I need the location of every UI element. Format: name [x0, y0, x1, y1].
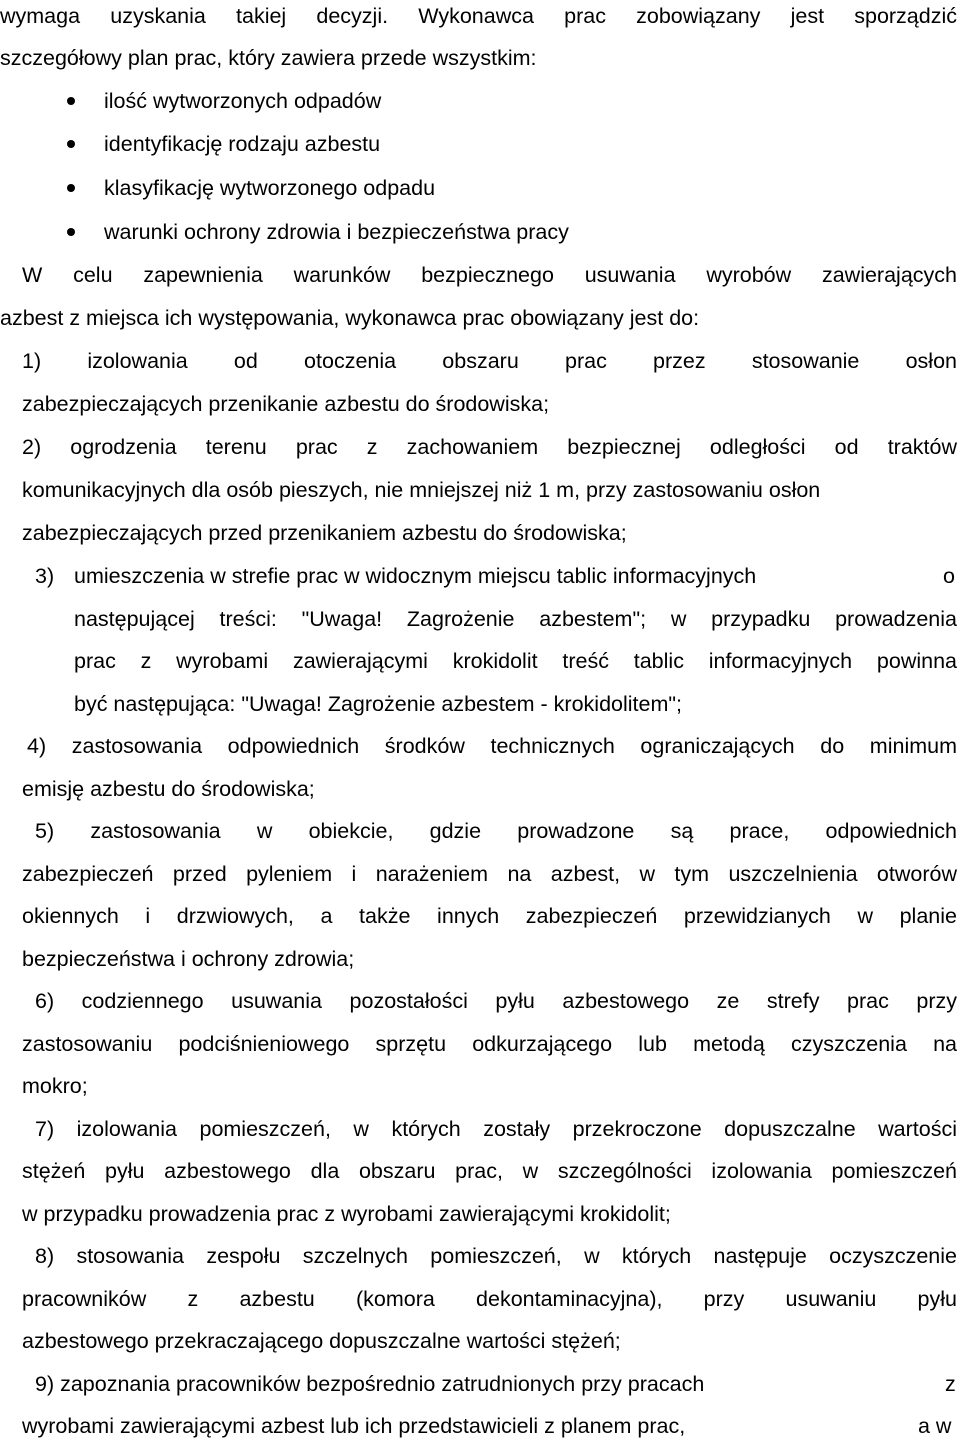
- obligation-line: być następująca: "Uwaga! Zagrożenie azbestem - krokidolitem";: [74, 692, 682, 716]
- plan-item: ilość wytworzonych odpadów: [104, 89, 382, 113]
- obligation-line: 6) codziennego usuwania pozostałości pyłu azbestowego ze strefy prac przy: [35, 989, 957, 1013]
- obligations-intro-line: W celu zapewnienia warunków bezpiecznego usuwania wyrobów zawierających: [22, 263, 957, 287]
- obligation-line: wyrobami zawierającymi azbest lub ich przedstawicieli z planem prac,: [22, 1414, 686, 1438]
- obligation-line: 4) zastosowania odpowiednich środków technicznych ograniczających do minimum: [27, 734, 957, 758]
- obligation-line: zabezpieczeń przed pyleniem i narażeniem na azbest, w tym uszczelnienia otworów: [22, 862, 957, 886]
- obligation-line: w przypadku prowadzenia prac z wyrobami zawierającymi krokidolit;: [22, 1202, 671, 1226]
- obligation-line: zastosowaniu podciśnieniowego sprzętu odkurzającego lub metodą czyszczenia na: [22, 1032, 957, 1056]
- plan-item: klasyfikację wytworzonego odpadu: [104, 176, 436, 200]
- bullet-icon: [67, 97, 75, 105]
- obligation-line: 2) ogrodzenia terenu prac z zachowaniem bezpiecznej odległości od traktów: [22, 435, 957, 459]
- plan-item: warunki ochrony zdrowia i bezpieczeństwa pracy: [104, 220, 569, 244]
- obligation-line: emisję azbestu do środowiska;: [22, 777, 315, 801]
- obligation-line: pracowników z azbestu (komora dekontaminacyjna), przy usuwaniu pyłu: [22, 1287, 957, 1311]
- plan-item: identyfikację rodzaju azbestu: [104, 132, 381, 156]
- obligation-line: zabezpieczających przed przenikaniem azbestu do środowiska;: [22, 521, 627, 545]
- obligation-line: stężeń pyłu azbestowego dla obszaru prac, w szczególności izolowania pomieszczeń: [22, 1159, 957, 1183]
- obligation-line: okiennych i drzwiowych, a także innych zabezpieczeń przewidzianych w planie: [22, 904, 957, 928]
- obligation-line: następującej treści: "Uwaga! Zagrożenie azbestem"; w przypadku prowadzenia: [74, 607, 957, 631]
- obligation-number: 3): [35, 564, 55, 588]
- obligation-line: umieszczenia w strefie prac w widocznym miejscu tablic informacyjnych: [74, 564, 757, 588]
- obligations-intro-line: azbest z miejsca ich występowania, wykonawca prac obowiązany jest do:: [0, 306, 700, 330]
- obligation-line: prac z wyrobami zawierającymi krokidolit treść tablic informacyjnych powinna: [74, 649, 957, 673]
- obligation-line: azbestowego przekraczającego dopuszczalne wartości stężeń;: [22, 1329, 621, 1353]
- obligation-line: zabezpieczających przenikanie azbestu do środowiska;: [22, 392, 550, 416]
- bullet-icon: [67, 140, 75, 148]
- obligation-line: 8) stosowania zespołu szczelnych pomieszczeń, w których następuje oczyszczenie: [35, 1244, 957, 1268]
- obligation-trailing-word: a w: [918, 1414, 952, 1438]
- obligation-trailing-word: z: [945, 1372, 956, 1396]
- obligation-line: 9) zapoznania pracowników bezpośrednio zatrudnionych przy pracach: [35, 1372, 705, 1396]
- obligation-line: komunikacyjnych dla osób pieszych, nie mniejszej niż 1 m, przy zastosowaniu osłon: [22, 478, 821, 502]
- intro-line: szczegółowy plan prac, który zawiera przede wszystkim:: [0, 46, 537, 70]
- obligation-line: 7) izolowania pomieszczeń, w których zostały przekroczone dopuszczalne wartości: [35, 1117, 957, 1141]
- obligation-trailing-word: o: [943, 564, 955, 588]
- obligation-line: 1) izolowania od otoczenia obszaru prac przez stosowanie osłon: [22, 349, 957, 373]
- bullet-icon: [67, 228, 75, 236]
- bullet-icon: [67, 184, 75, 192]
- intro-line: wymaga uzyskania takiej decyzji. Wykonawca prac zobowiązany jest sporządzić: [0, 4, 957, 28]
- obligation-line: mokro;: [22, 1074, 88, 1098]
- obligation-line: 5) zastosowania w obiekcie, gdzie prowadzone są prace, odpowiednich: [35, 819, 957, 843]
- obligation-line: bezpieczeństwa i ochrony zdrowia;: [22, 947, 355, 971]
